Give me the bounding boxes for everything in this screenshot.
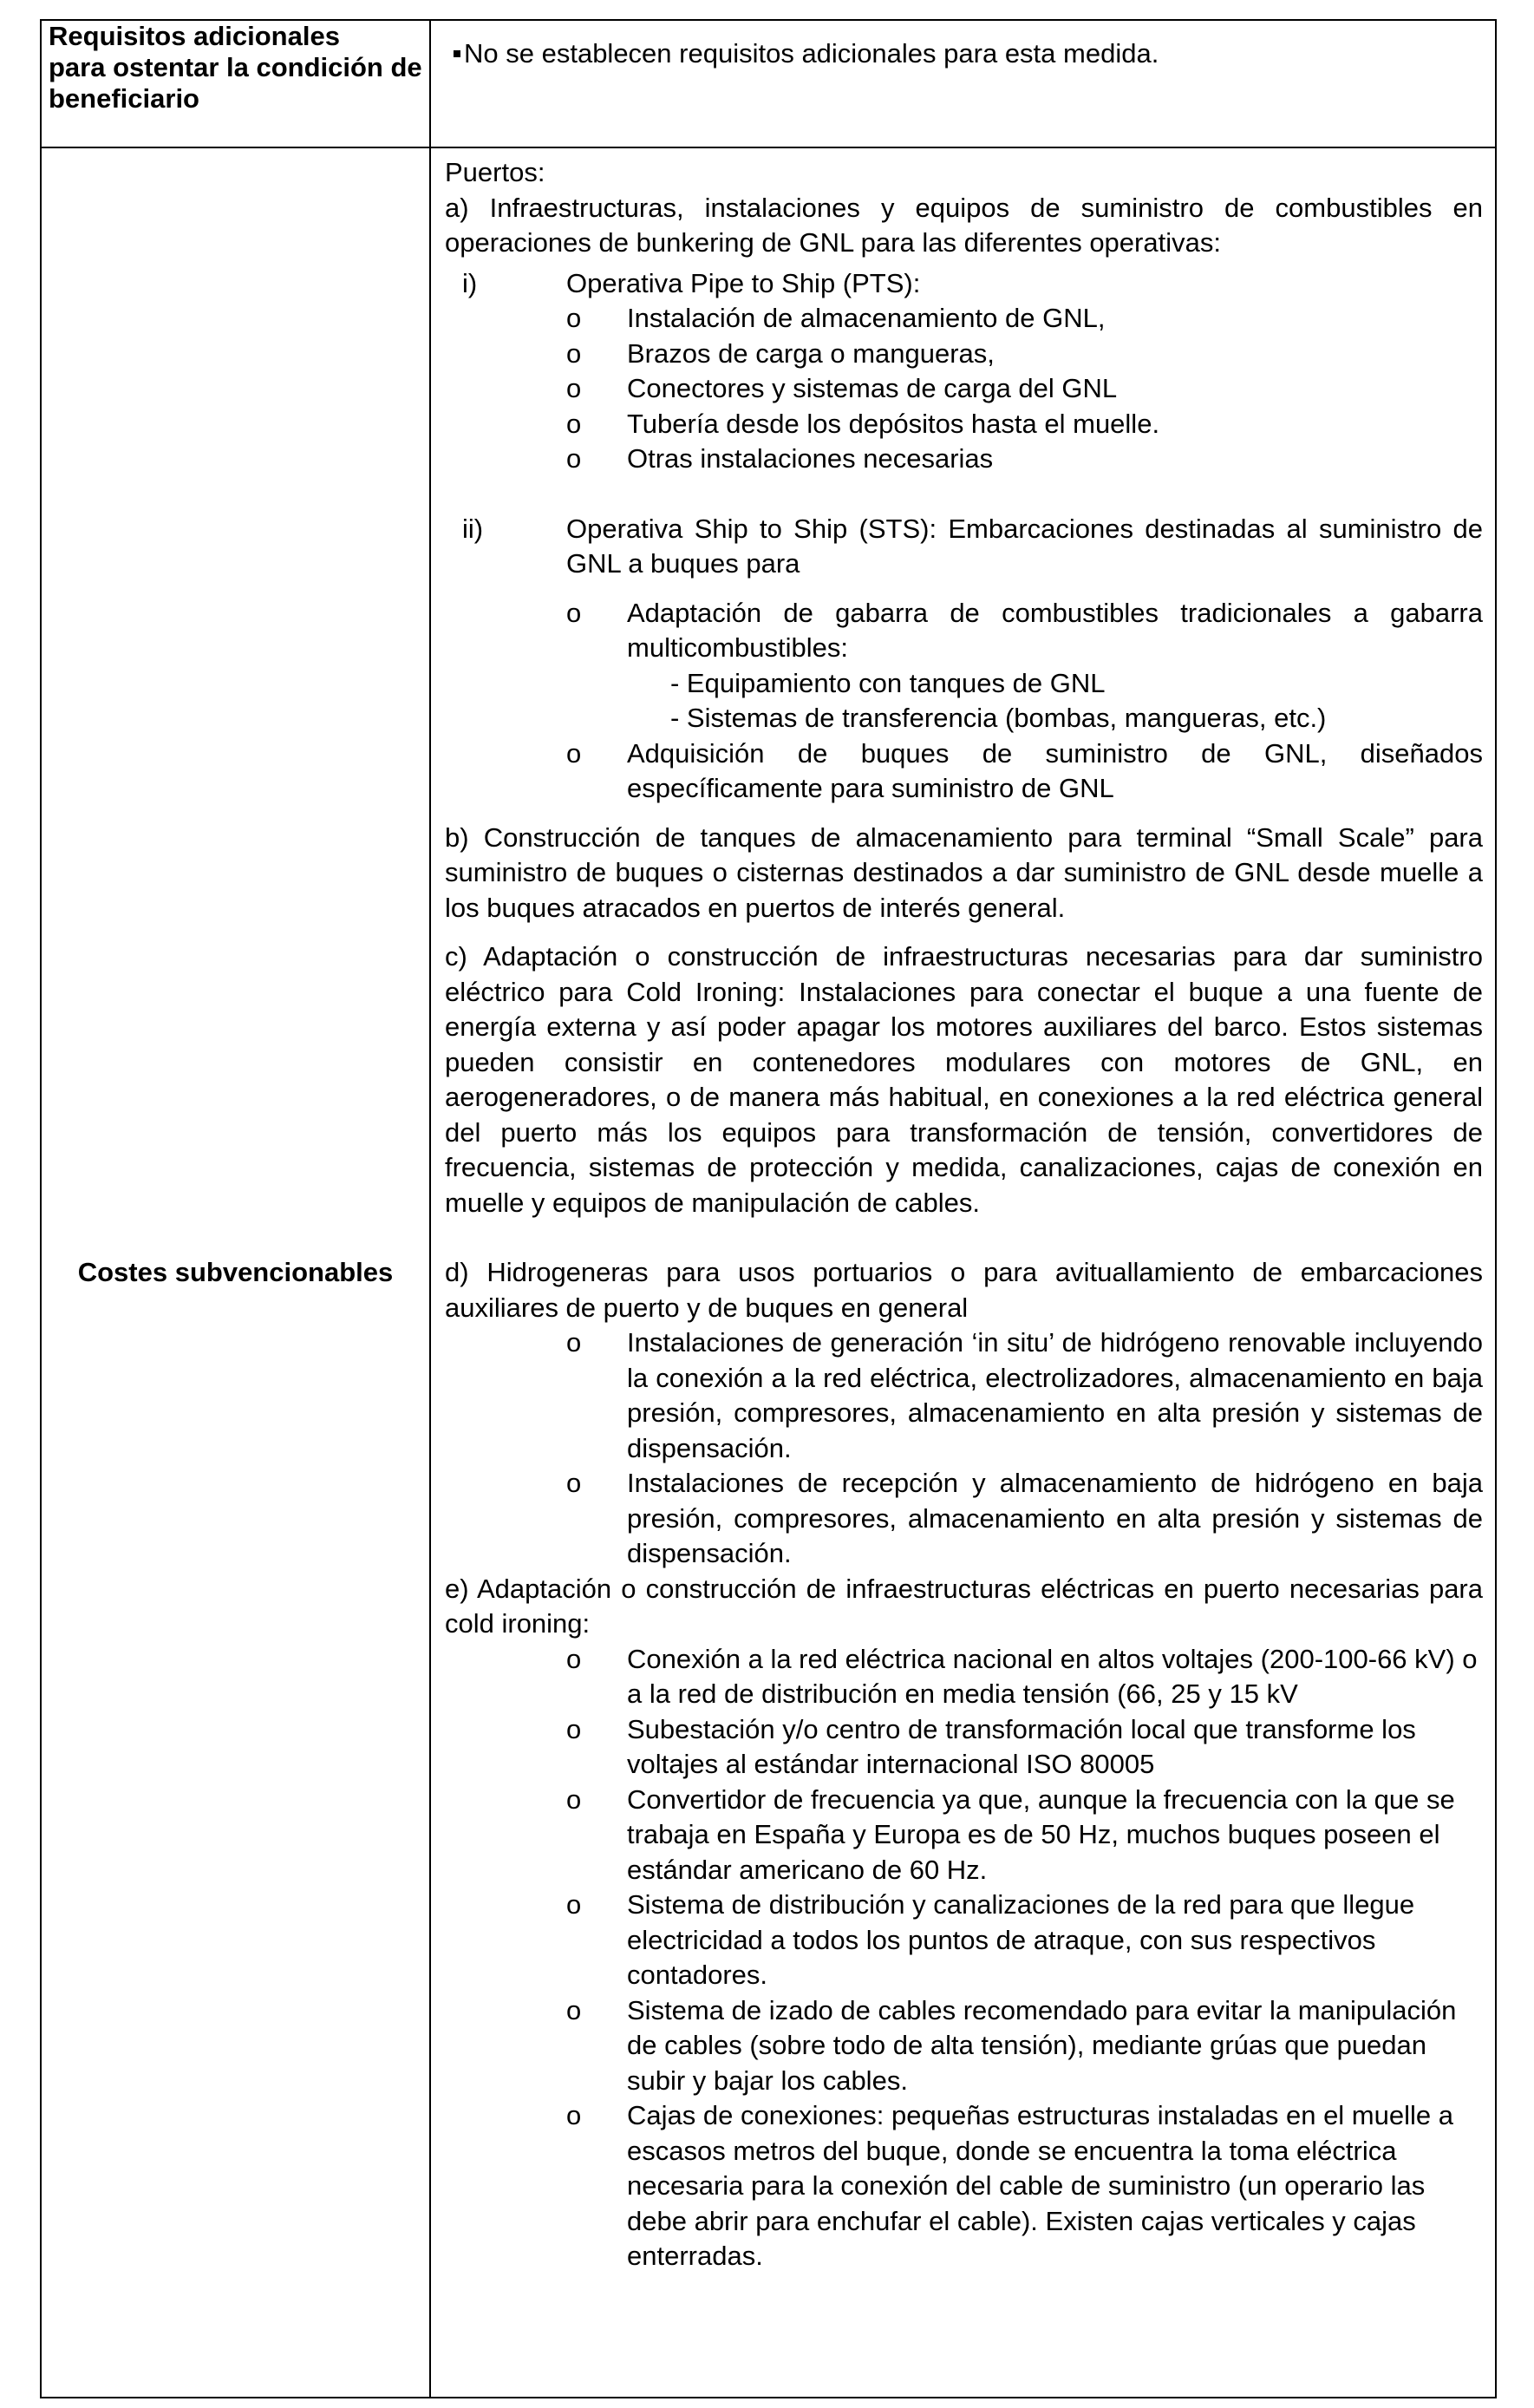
- section-e-list: [445, 1642, 1483, 2274]
- subsection-ii-title: Operativa Ship to Ship (STS): Embarcaciones destinadas al suministro de GNL a buques para: [566, 513, 1483, 579]
- requirements-table: [40, 19, 1497, 2398]
- dash-item: - Equipamiento con tanques de GNL: [670, 667, 1106, 698]
- content-cell-requisitos: [430, 20, 1496, 147]
- section-c: c) Adaptación o construcción de infraestructuras necesarias para dar suministro eléctrico para Cold Ironing: Instalaciones para conectar el buque a una fuente de energía externa y así poder apagar los motores auxiliares del barco. Estos sistemas pueden consistir en contenedores modulares con motores de GNL, en aerogeneradores, o de manera más habitual, en conexiones a la red eléctrica general del puerto más los equipos para transformación de tensión, convertidores de frecuencia, sistemas de protección y medida, canalizaciones, cajas de conexión en muelle y equipos de manipulación de cables.: [445, 941, 1483, 1218]
- list-item: o Sistema de izado de cables recomendado para evitar la manipulación de cables (sobre todo de alta tensión), mediante grúas que puedan subir y bajar los cables.: [566, 1994, 1457, 2096]
- subsection-i-list: [445, 301, 1483, 477]
- list-item: o Adaptación de gabarra de combustibles tradicionales a gabarra multicombustibles:: [566, 597, 1483, 663]
- table-row-costes: [41, 147, 1496, 2398]
- list-item: o Convertidor de frecuencia ya que, aunque la frecuencia con la que se trabaja en España y Europa es de 50 Hz, muchos buques poseen el estándar americano de 60 Hz.: [566, 1783, 1455, 1885]
- subsection-i-number: i): [462, 267, 478, 298]
- section-d: d) Hidrogeneras para usos portuarios o para avituallamiento de embarcaciones auxiliares de puerto y de buques en general: [445, 1257, 1483, 1323]
- content-cell-costes: [430, 147, 1496, 2398]
- list-item: o Instalaciones de recepción y almacenamiento de hidrógeno en baja presión, compresores, almacenamiento en alta presión y sistemas de dispensación.: [566, 1468, 1483, 1568]
- list-item: o Conexión a la red eléctrica nacional en altos voltajes (200-100-66 kV) o a la red de distribución en media tensión (66, 25 y 15 kV: [566, 1643, 1478, 1709]
- list-item: o Tubería desde los depósitos hasta el muelle.: [566, 408, 1160, 439]
- subsection-ii: [445, 512, 1483, 582]
- label-costes: Costes subvencionables: [77, 1257, 394, 1287]
- list-item: o Conectores y sistemas de carga del GNL: [566, 373, 1118, 403]
- subsection-i: [445, 266, 1483, 302]
- section-d-list: [445, 1325, 1483, 1572]
- label-cell-costes: [41, 147, 430, 2398]
- section-intro: Puertos:: [445, 157, 545, 187]
- table-row-requisitos: [41, 20, 1496, 147]
- subsection-i-title: Operativa Pipe to Ship (PTS):: [566, 267, 921, 298]
- list-item: o Brazos de carga o mangueras,: [566, 337, 995, 369]
- subsection-ii-list: [445, 596, 1483, 807]
- bullet-no-requisitos: No se establecen requisitos adicionales para esta medida.: [445, 36, 1483, 72]
- list-item: o Instalaciones de generación ‘in situ’ de hidrógeno renovable incluyendo la conexión a la red eléctrica, electrolizadores, almacenamiento en baja presión, compresores, almacenamiento en alta presión y sistemas de dispensación.: [566, 1327, 1483, 1463]
- list-item: o Instalación de almacenamiento de GNL,: [566, 303, 1106, 333]
- section-e: e) Adaptación o construcción de infraestructuras eléctricas en puerto necesarias para cold ironing:: [445, 1573, 1483, 1639]
- list-item: o Adquisición de buques de suministro de GNL, diseñados específicamente para suministro de GNL: [566, 737, 1483, 803]
- label-cell-requisitos: [41, 20, 430, 147]
- list-item: o Subestación y/o centro de transformación local que transforme los voltajes al estándar internacional ISO 80005: [566, 1713, 1416, 1779]
- subsection-ii-number: ii): [462, 513, 484, 544]
- list-item: o Sistema de distribución y canalizaciones de la red para que llegue electricidad a todos los puntos de atraque, con sus respectivos contadores.: [566, 1889, 1415, 1990]
- label-requisitos: Requisitos adicionales para ostentar la condición de beneficiario: [49, 21, 422, 114]
- section-a: a) Infraestructuras, instalaciones y equipos de suministro de combustibles en operaciones de bunkering de GNL para las diferentes operativas:: [445, 192, 1483, 258]
- dash-item: - Sistemas de transferencia (bombas, mangueras, etc.): [670, 703, 1327, 733]
- list-item: o Otras instalaciones necesarias: [566, 443, 994, 474]
- section-b: b) Construcción de tanques de almacenamiento para terminal “Small Scale” para suministro de buques o cisternas destinados a dar suministro de GNL desde muelle a los buques atracados en puertos de interés general.: [445, 821, 1483, 923]
- list-item: o Cajas de conexiones: pequeñas estructuras instaladas en el muelle a escasos metros del buque, donde se encuentra la toma eléctrica necesaria para la conexión del cable de suministro (un operario las debe abrir para enchufar el cable). Existen cajas verticales y cajas enterradas.: [566, 2100, 1453, 2271]
